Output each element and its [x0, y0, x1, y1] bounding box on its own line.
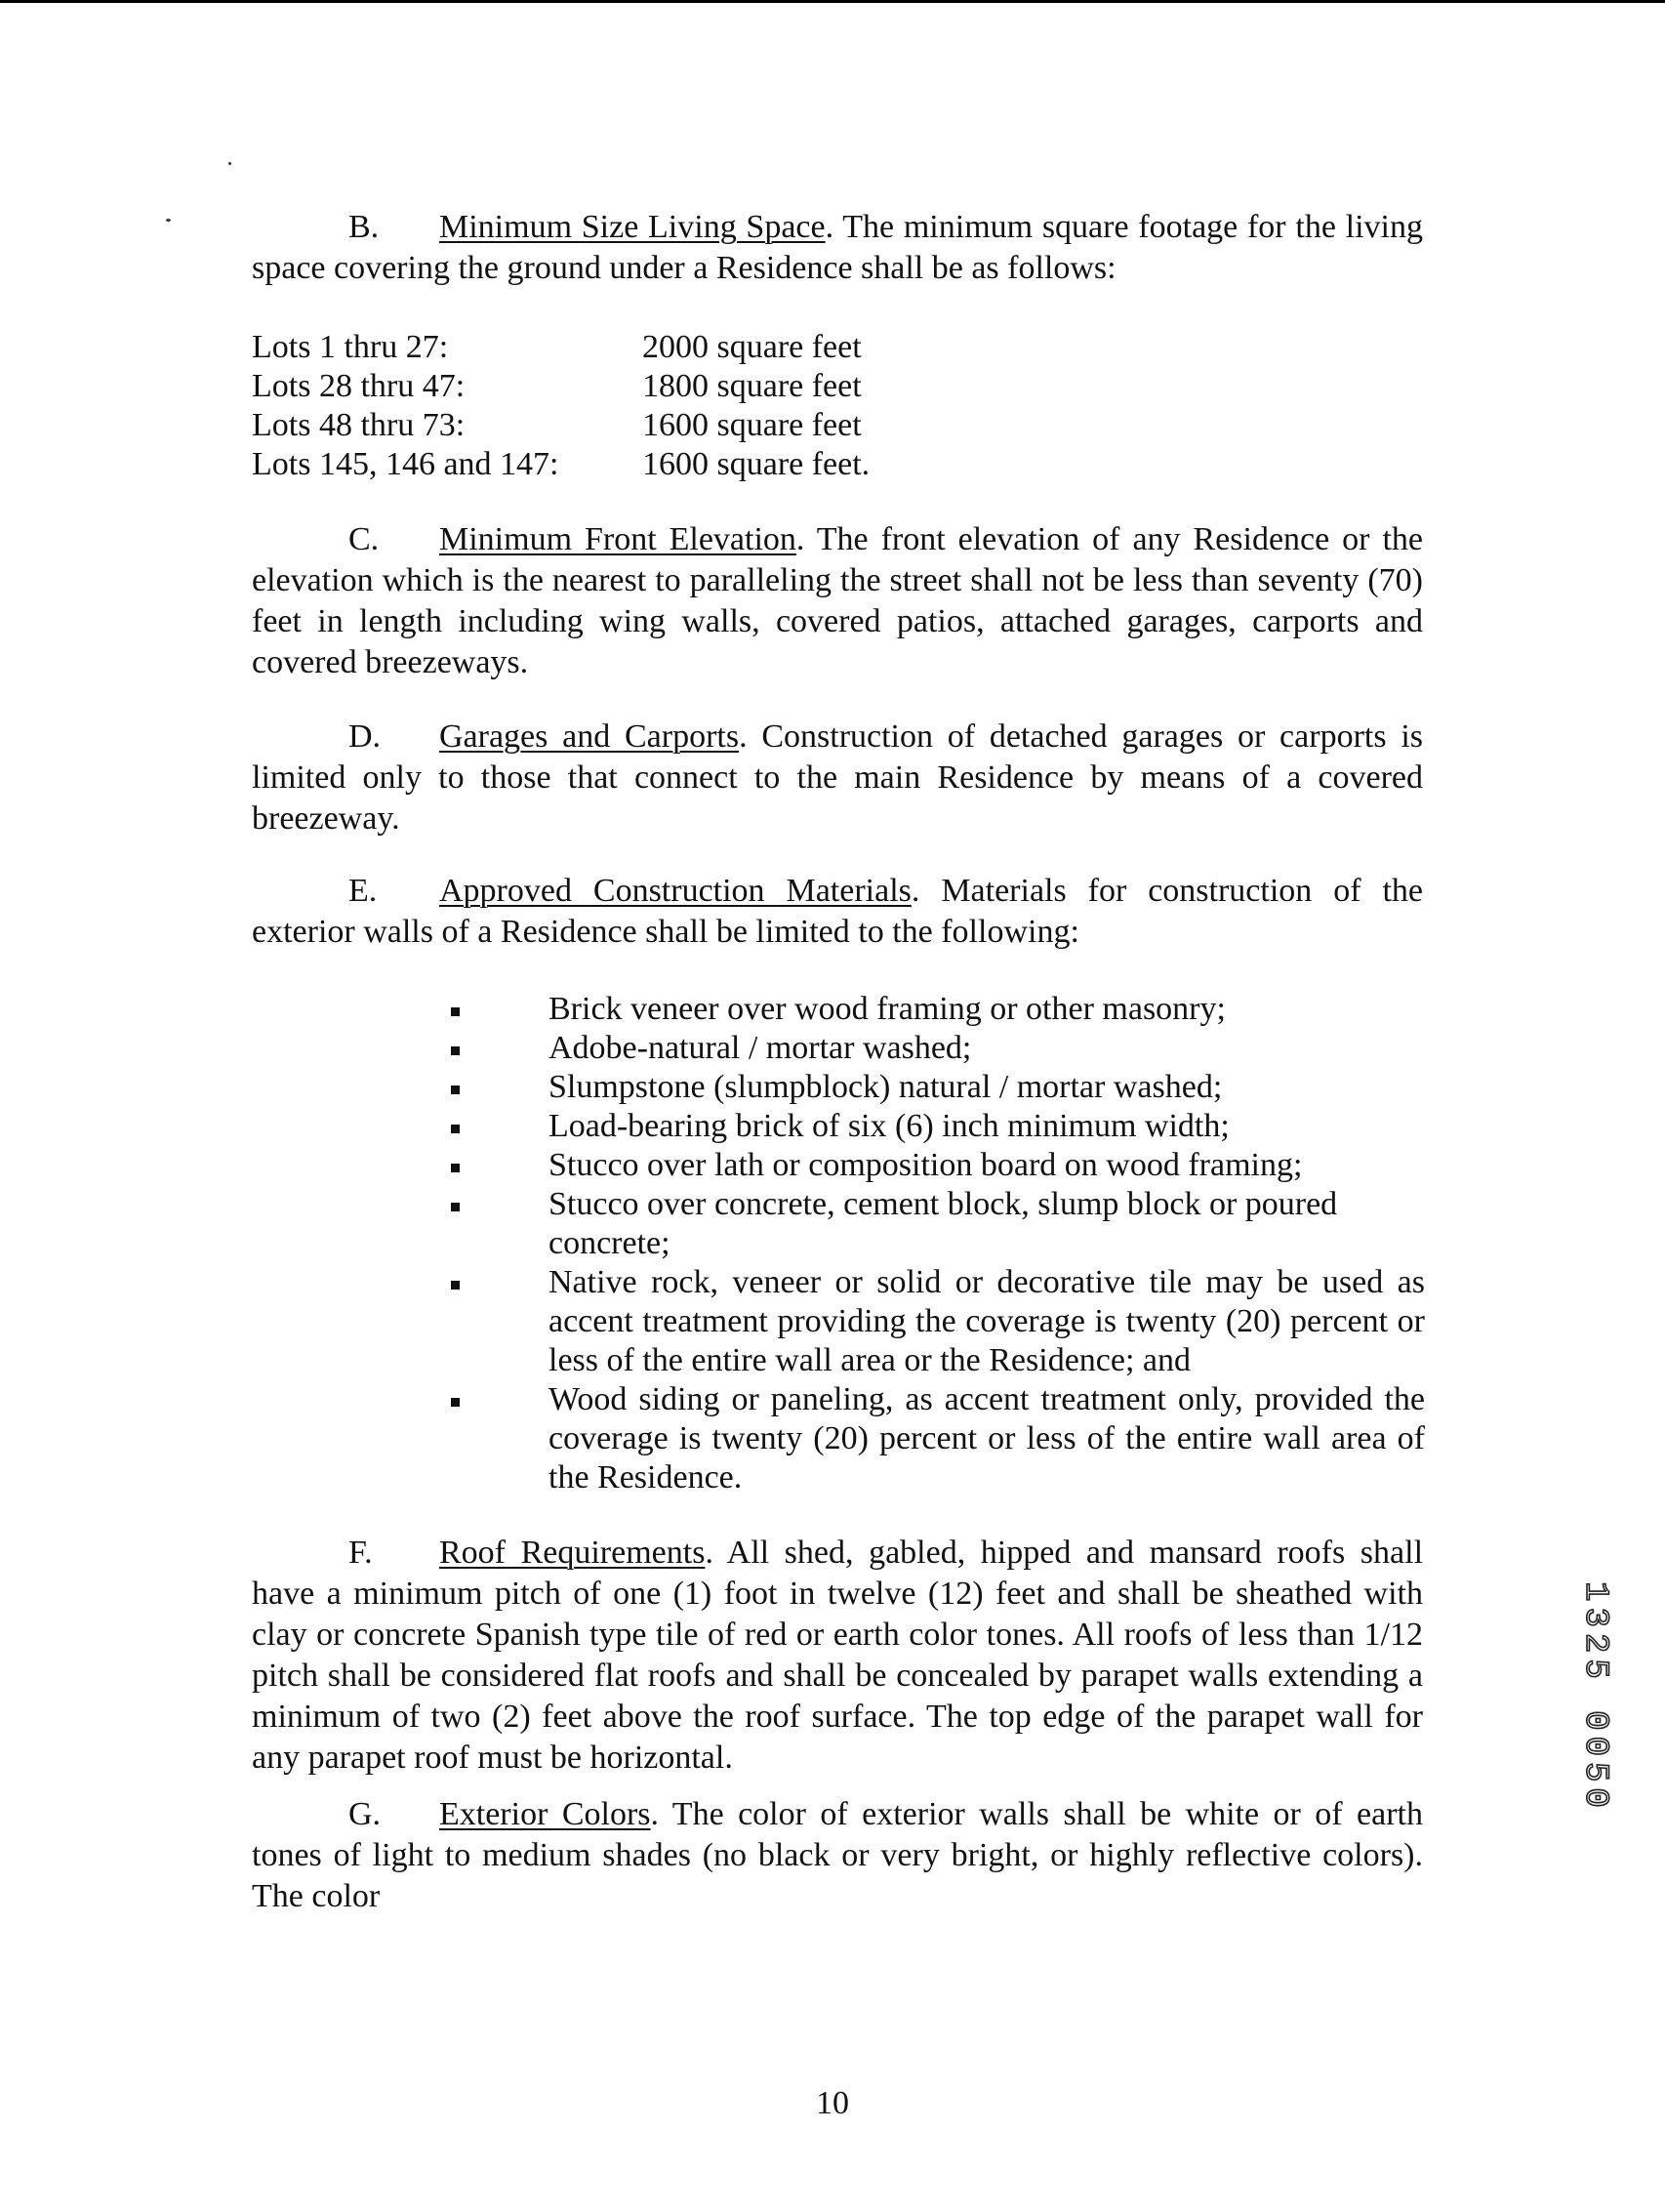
list-item — [451, 1263, 1425, 1380]
lot-value: 1800 square feet — [642, 368, 862, 404]
section-heading: Garages and Carports — [439, 718, 740, 755]
lot-row — [252, 367, 870, 406]
recording-stamp — [1565, 1572, 1624, 1825]
list-item-text: Slumpstone (slumpblock) natural / mortar washed; — [548, 1069, 1223, 1105]
list-item — [451, 1107, 1425, 1146]
lots-table — [252, 328, 870, 484]
list-item — [451, 990, 1425, 1029]
section-b — [252, 207, 1423, 289]
bullet-icon — [451, 1068, 548, 1107]
list-item — [451, 1029, 1425, 1068]
page-number: 10 — [816, 2085, 849, 2121]
section-letter: G. — [348, 1796, 382, 1832]
lot-value: 2000 square feet — [642, 329, 862, 365]
lot-row — [252, 328, 870, 367]
bullet-icon — [451, 1146, 548, 1185]
list-item-text: Load-bearing brick of six (6) inch minimum width; — [548, 1108, 1230, 1144]
section-letter: D. — [348, 718, 382, 755]
list-item-text: Brick veneer over wood framing or other masonry; — [548, 991, 1226, 1027]
section-text: . The front elevation of any Residence or the elevation which is the nearest to paralleling the street shall not be less than seventy (70) feet in length including wing walls, covered patios, attached garages, carports and covered breezeways. — [252, 521, 1423, 680]
section-text: . The color of exterior walls shall be white or of earth tones of light to medium shades (no black or very bright, or highly reflective colors). The color — [252, 1796, 1423, 1914]
list-item-text: Wood siding or paneling, as accent treatment only, provided the coverage is twenty (20) percent or less of the entire wall area of the Residence. — [548, 1381, 1425, 1495]
section-heading: Minimum Front Elevation — [439, 521, 796, 557]
lot-row — [252, 445, 870, 484]
bullet-icon — [451, 990, 548, 1029]
lot-label: Lots 145, 146 and 147: — [252, 446, 559, 482]
list-item-text: Native rock, veneer or solid or decorative tile may be used as accent treatment providing the coverage is twenty (20) percent or less of the entire wall area or the Residence; and — [548, 1264, 1425, 1378]
scan-speck — [166, 219, 171, 222]
lot-label: Lots 48 thru 73: — [252, 407, 466, 443]
section-d — [252, 717, 1423, 840]
bullet-icon — [451, 1263, 548, 1302]
section-letter: B. — [348, 209, 380, 245]
section-heading: Approved Construction Materials — [439, 873, 912, 909]
section-g — [252, 1794, 1423, 1917]
section-text: . The minimum square footage for the living space covering the ground under a Residence shall be as follows: — [252, 209, 1423, 286]
section-e — [252, 871, 1423, 953]
bullet-icon — [451, 1185, 548, 1224]
recording-stamp-text: 1325 0050 — [1576, 1581, 1613, 1814]
section-letter: E. — [348, 873, 378, 909]
list-item — [451, 1146, 1425, 1185]
section-text: . Construction of detached garages or carports is limited only to those that connect to the main Residence by means of a covered breezeway. — [252, 718, 1423, 837]
top-border — [0, 0, 1665, 3]
list-item-text: Adobe-natural / mortar washed; — [548, 1030, 972, 1066]
list-item — [451, 1185, 1425, 1263]
bullet-icon — [451, 1380, 548, 1419]
scan-speck — [228, 162, 231, 165]
section-text: . All shed, gabled, hipped and mansard roofs shall have a minimum pitch of one (1) foot in twelve (12) feet and shall be sheathed with clay or concrete Spanish type tile of red or earth color tones. All roofs of less than 1/12 pitch shall be considered flat roofs and shall be concealed by parapet walls extending a minimum of two (2) feet above the roof surface. The top edge of the parapet wall for any parapet roof must be horizontal. — [252, 1535, 1424, 1776]
section-letter: F. — [348, 1535, 373, 1571]
bullet-icon — [451, 1107, 548, 1146]
section-heading: Roof Requirements — [439, 1535, 706, 1571]
list-item — [451, 1068, 1425, 1107]
section-f — [252, 1533, 1423, 1779]
lot-value: 1600 square feet — [642, 407, 862, 443]
list-item-text: Stucco over lath or composition board on wood framing; — [548, 1147, 1303, 1183]
lot-label: Lots 1 thru 27: — [252, 329, 449, 365]
materials-list — [451, 990, 1425, 1497]
section-c — [252, 519, 1423, 683]
bullet-icon — [451, 1029, 548, 1068]
section-letter: C. — [348, 521, 380, 557]
section-heading: Exterior Colors — [439, 1796, 651, 1832]
lot-row — [252, 406, 870, 445]
list-item — [451, 1380, 1425, 1497]
lot-value: 1600 square feet. — [642, 446, 871, 482]
section-text: . Materials for construction of the exterior walls of a Residence shall be limited to the following: — [252, 873, 1423, 950]
list-item-text: Stucco over concrete, cement block, slump block or poured concrete; — [548, 1186, 1338, 1261]
lot-label: Lots 28 thru 47: — [252, 368, 466, 404]
section-heading: Minimum Size Living Space — [439, 209, 826, 245]
